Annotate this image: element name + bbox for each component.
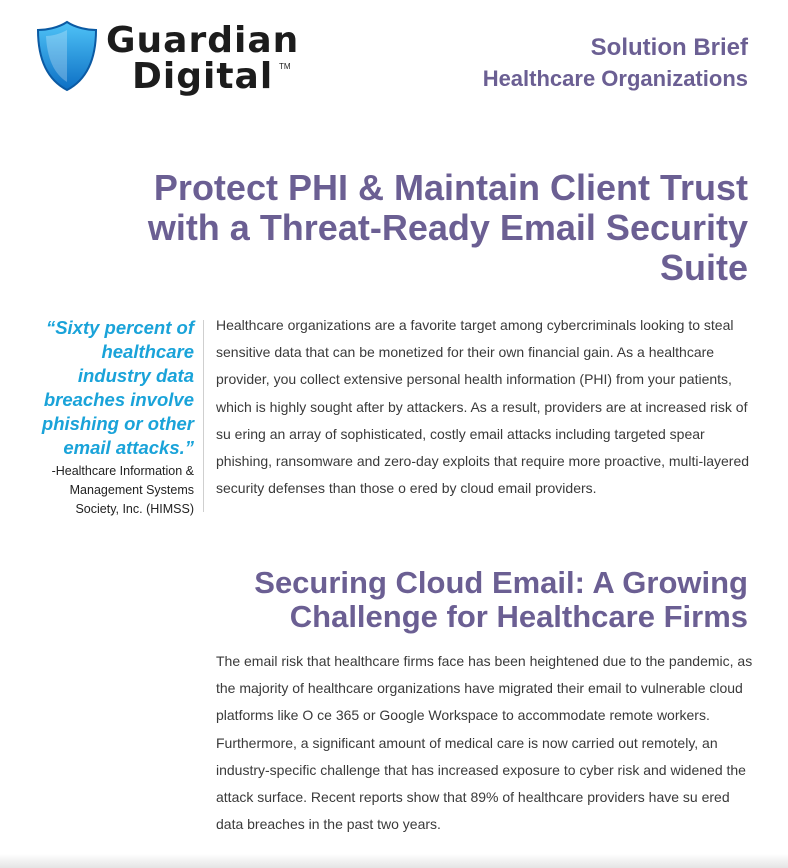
company-logo [34,18,334,98]
logo-wordmark-line2: Digital [132,56,274,97]
page-title: Protect PHI & Maintain Client Trust with a Threat-Ready Email Security Suite [147,167,748,288]
sector-label: Healthcare Organizations [482,66,748,91]
section-heading: Securing Cloud Email: A Growing Challenge for Healthcare Firms [254,565,748,634]
shield-icon [34,20,100,92]
pull-quote [30,316,194,519]
pull-quote-source: -Healthcare Information & Management Systems Society, Inc. (HIMSS) [51,464,194,516]
doc-type-label: Solution Brief [590,34,748,61]
document-header [483,32,748,94]
logo-wordmark-line1: Guardian [106,20,300,61]
intro-paragraph: Healthcare organizations are a favorite target among cybercriminals looking to steal sensitive data that can be monetized for their own financial gain. As a healthcare provider, you collect extensive personal health information (PHI) from your patients, which is highly sought after by attackers. As a result, providers are at increased risk of su ering an array of sophisticated, costly email attacks including targeted spear phishing, ransomware and zero-day exploits that require more proactive, multi-layered security defenses than those o ered by cloud email providers. [216,317,750,497]
page-bottom-shadow [0,854,788,868]
section-paragraph: The email risk that healthcare firms face has been heightened due to the pandemic, as the majority of healthcare organizations have migrated their email to vulnerable cloud platforms like O ce 365 or Google Workspace to accommodate remote workers. Furthermore, a significant amount of medical care is now carried out remotely, an industry-specific challenge that has increased exposure to cyber risk and widened the attack surface. Recent reports show that 89% of healthcare providers have su ered data breaches in the past two years. [216,653,753,833]
pull-quote-text: “Sixty percent of healthcare industry data breaches involve phishing or other email attacks.” [41,317,194,458]
trademark-symbol: TM [279,62,291,71]
quote-divider [203,320,204,512]
